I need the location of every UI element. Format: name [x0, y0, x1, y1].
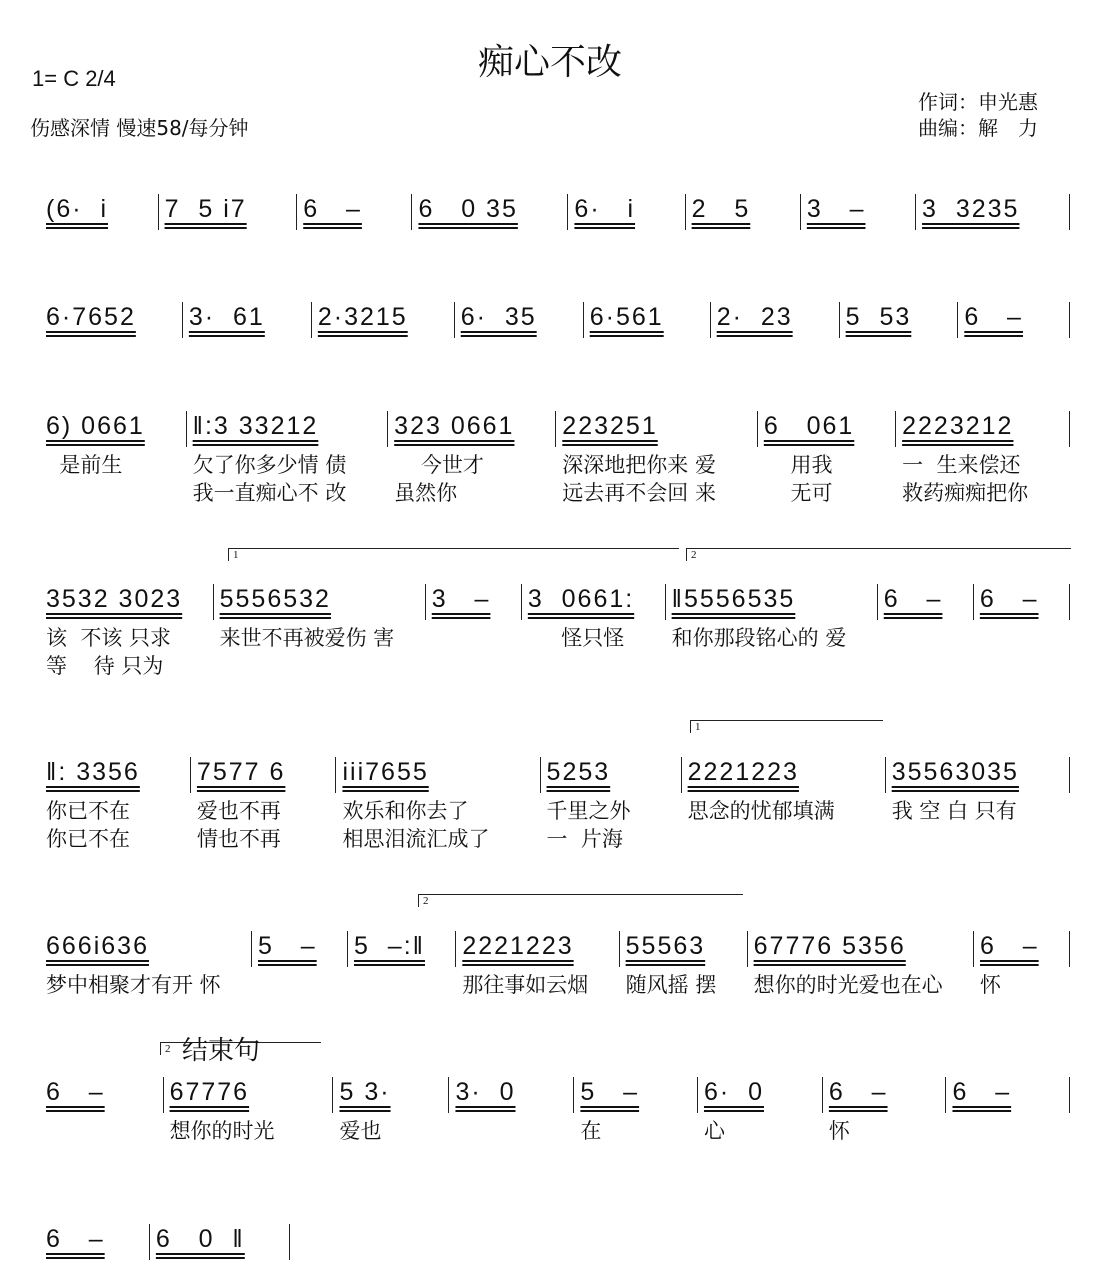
measure-notes: ‖:3 33212: [192, 412, 319, 440]
measure-notes: 2· 23: [716, 303, 793, 331]
lyric-l1: 一 生来偿还: [902, 453, 1021, 477]
tempo-marking: 伤感深情 慢速58/每分钟: [30, 116, 249, 140]
measure: [40, 757, 191, 853]
measure-notes: 7 5 i7: [164, 195, 247, 223]
score-row: [40, 1077, 1070, 1145]
measure-notes: 5 53: [845, 303, 912, 331]
lyric-l1: 你已不在: [46, 799, 130, 823]
measure-notes: 5253: [546, 758, 611, 786]
measure: [584, 302, 711, 338]
measure-notes: 3· 0: [455, 1078, 516, 1106]
lyric-l1: 今世才: [394, 453, 484, 477]
measure-notes: 2 5: [691, 195, 751, 223]
measure: [187, 411, 389, 507]
score-row: [40, 194, 1070, 230]
measure: [40, 584, 214, 680]
measure-notes: 5 3·: [339, 1078, 391, 1106]
lyric-l1: 那往事如云烟: [462, 973, 589, 997]
measure-notes: 6 0 ‖: [155, 1225, 245, 1253]
measure: [191, 757, 337, 853]
measure: [348, 931, 456, 999]
measure: [574, 1077, 698, 1145]
measure: [412, 194, 568, 230]
lyric-l1: 该 不该 只求: [46, 626, 172, 650]
measure: [896, 411, 1070, 507]
composer: 曲编：解 力: [918, 116, 1038, 140]
measure: [758, 411, 896, 507]
measure: [748, 931, 974, 999]
score-row: [40, 931, 1070, 999]
lyric-l1: 心: [703, 1119, 725, 1143]
measure-notes: 3532 3023: [46, 585, 183, 613]
lyric-l2: 你已不在: [46, 827, 130, 851]
measure: [297, 194, 412, 230]
measure-notes: 2221223: [687, 758, 799, 786]
measure: [541, 757, 682, 853]
measure: [698, 1077, 823, 1145]
lyric-l1: 爱也不再: [196, 799, 281, 823]
measure: [620, 931, 748, 999]
measure-notes: 6 –: [46, 1225, 105, 1253]
measure: [666, 584, 878, 680]
measure-notes: 5 –: [258, 932, 317, 960]
measure-notes: 3 3235: [922, 195, 1020, 223]
lyric-l1: 怀: [979, 973, 1001, 997]
lyric-l2: 无可: [763, 481, 833, 505]
lyric-l2: 虽然你: [394, 481, 458, 505]
measure-notes: 2·3215: [317, 303, 408, 331]
measure-notes: 6 –: [303, 195, 362, 223]
lyric-l1: 爱也: [339, 1119, 382, 1143]
score-row: [40, 411, 1070, 507]
lyricist: 作词：申光惠: [918, 90, 1038, 114]
lyric-l2: 等 待 只为: [46, 654, 164, 678]
lyric-l1: 随风摇 摆: [625, 973, 717, 997]
measure-notes: ‖5556535: [671, 585, 796, 613]
score-row: [40, 757, 1070, 853]
measure-notes: 6· 35: [460, 303, 537, 331]
measure-notes: 223251: [562, 412, 658, 440]
measure: [974, 931, 1070, 999]
measure-notes: 67776 5356: [753, 932, 906, 960]
lyric-l1: 深深地把你来 爱: [562, 453, 716, 477]
measure: [946, 1077, 1070, 1145]
measure: [686, 194, 801, 230]
measure-notes: 6 –: [979, 585, 1039, 613]
measure-notes: iii7655: [342, 758, 429, 786]
lyric-l2: 一 片海: [546, 827, 623, 851]
measure-notes: 6· 0: [703, 1078, 764, 1106]
measure-notes: 2221223: [462, 932, 574, 960]
score-row: [40, 302, 1070, 338]
lyric-l1: 怪只怪: [527, 626, 625, 650]
measure-notes: 55563: [625, 932, 706, 960]
measure-notes: ‖: 3356: [46, 758, 140, 786]
volta-1b: 1: [690, 720, 883, 733]
measure: [556, 411, 758, 507]
measure-notes: (6· i: [46, 195, 108, 223]
measure: [522, 584, 666, 680]
lyric-l2: 我一直痴心不 改: [192, 481, 347, 505]
score-row: [40, 1224, 290, 1260]
lyric-l1: 思念的忧郁填满: [687, 799, 835, 823]
measure-notes: 6 –: [828, 1078, 888, 1106]
measure-notes: 6 –: [883, 585, 943, 613]
measure-notes: 3 –: [806, 195, 866, 223]
lyric-l1: 千里之外: [546, 799, 631, 823]
lyric-l1: 用我: [763, 453, 833, 477]
measure: [801, 194, 916, 230]
measure: [252, 931, 348, 999]
measure-notes: 7577 6: [196, 758, 286, 786]
measure: [214, 584, 426, 680]
measure-notes: 67776: [169, 1078, 250, 1106]
key-signature: 1= C 2/4: [32, 66, 116, 91]
measure: [40, 194, 159, 230]
lyric-l2: 远去再不会回 来: [562, 481, 716, 505]
measure-notes: 6 –: [952, 1078, 1012, 1106]
measure: [974, 584, 1070, 680]
lyric-l1: 梦中相聚才有开 怀: [46, 973, 221, 997]
measure: [333, 1077, 449, 1145]
measure: [426, 584, 522, 680]
measure: [456, 931, 619, 999]
measure-notes: 6·561: [589, 303, 664, 331]
volta-2b: 2: [418, 894, 743, 907]
measure: [682, 757, 886, 853]
measure: [388, 411, 556, 507]
measure-notes: 6·7652: [46, 303, 136, 331]
measure: [40, 1224, 150, 1260]
measure: [312, 302, 455, 338]
measure-notes: 6 0 35: [418, 195, 518, 223]
lyric-l1: 我 空 白 只有: [891, 799, 1017, 823]
measure: [916, 194, 1070, 230]
measure: [823, 1077, 947, 1145]
lyric-l1: 欠了你多少情 债: [192, 453, 347, 477]
measure-notes: 6 –: [964, 303, 1023, 331]
lyric-l2: 情也不再: [196, 827, 281, 851]
lyric-l1: 欢乐和你去了: [342, 799, 469, 823]
measure-notes: 3 –: [431, 585, 491, 613]
measure-notes: 2223212: [902, 412, 1014, 440]
lyric-l1: 想你的时光爱也在心: [753, 973, 943, 997]
measure: [183, 302, 312, 338]
volta-2: 2: [686, 548, 1071, 561]
measure-notes: 3 0661:: [527, 585, 635, 613]
measure: [40, 411, 187, 507]
measure: [40, 931, 252, 999]
measure: [40, 1077, 164, 1145]
volta-end: 2: [160, 1042, 321, 1055]
score-row: [40, 584, 1070, 680]
lyric-l2: 相思泪流汇成了: [342, 827, 490, 851]
lyric-l1: 和你那段铭心的 爱: [671, 626, 847, 650]
ending-label: 结束句: [182, 1036, 261, 1066]
lyric-l1: 在: [580, 1119, 602, 1143]
measure: [878, 584, 974, 680]
lyric-l1: 想你的时光: [169, 1119, 275, 1143]
lyric-l2: 救药痴痴把你: [902, 481, 1029, 505]
measure-notes: 666i636: [46, 932, 149, 960]
measure: [840, 302, 959, 338]
lyric-l1: 来世不再被爱伤 害: [219, 626, 395, 650]
measure-notes: 6) 0661: [46, 412, 145, 440]
song-title: 痴心不改: [477, 42, 622, 83]
measure: [455, 302, 584, 338]
measure: [568, 194, 685, 230]
measure: [150, 1224, 290, 1260]
volta-1: 1: [228, 548, 679, 561]
measure: [958, 302, 1070, 338]
measure-notes: 5556532: [219, 585, 331, 613]
measure: [449, 1077, 574, 1145]
lyric-l1: 是前生: [46, 453, 123, 477]
measure: [886, 757, 1070, 853]
measure-notes: 5 –: [580, 1078, 640, 1106]
measure: [711, 302, 840, 338]
measure: [40, 302, 183, 338]
measure-notes: 323 0661: [394, 412, 515, 440]
measure: [164, 1077, 334, 1145]
measure: [336, 757, 540, 853]
measure-notes: 6 –: [979, 932, 1039, 960]
lyric-l1: 怀: [828, 1119, 850, 1143]
measure-notes: 3· 61: [188, 303, 265, 331]
measure-notes: 35563035: [891, 758, 1019, 786]
measure-notes: 5 –:‖: [354, 932, 425, 960]
measure-notes: 6· i: [574, 195, 636, 223]
measure-notes: 6 061: [763, 412, 855, 440]
measure-notes: 6 –: [46, 1078, 105, 1106]
measure: [159, 194, 298, 230]
